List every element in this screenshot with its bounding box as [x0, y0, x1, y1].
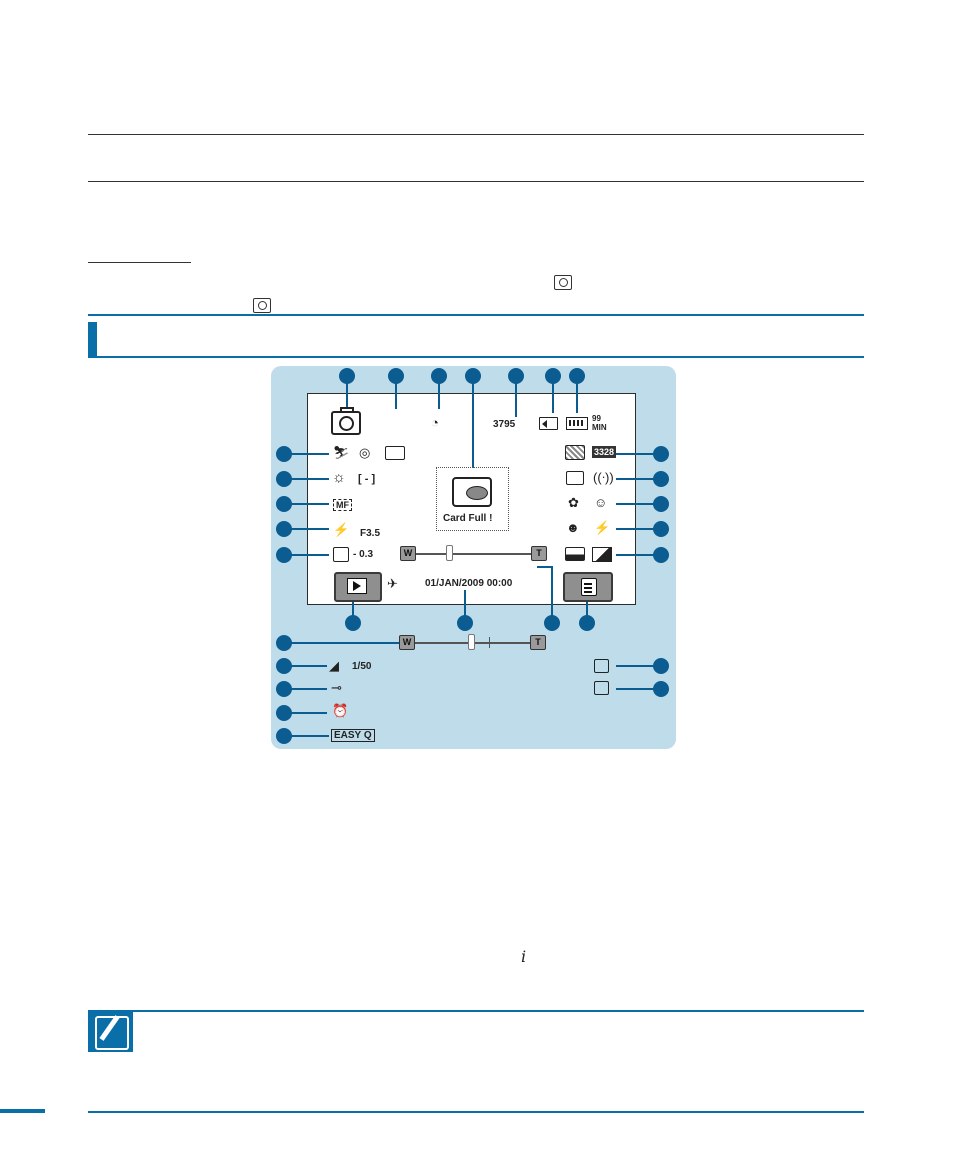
footer-accent-bar: [0, 1109, 45, 1113]
macro-icon: ✿: [568, 495, 579, 510]
shutter-speed: 1/50: [352, 661, 372, 672]
flash-mode-icon: ⚡: [594, 520, 611, 535]
play-button[interactable]: [334, 572, 382, 602]
callout-bubble: [653, 521, 669, 537]
callout-leader: [616, 554, 654, 556]
metering-label: [ - ]: [358, 473, 376, 485]
card-full-icon: [452, 477, 492, 507]
zoom-knob-large[interactable]: [468, 634, 475, 650]
top-rule-2: [88, 181, 864, 182]
callout-bubble: [579, 615, 595, 631]
callout-leader: [291, 642, 399, 644]
top-rule-1: [88, 134, 864, 135]
callout-bubble: [653, 446, 669, 462]
callout-leader: [291, 503, 329, 505]
callout-leader: [395, 383, 397, 409]
section-rule-top: [88, 314, 864, 316]
zoom-track: [416, 553, 531, 555]
battery-time-bottom: MIN: [592, 423, 607, 432]
zoom-wide-label: W: [400, 546, 416, 561]
self-timer-icon: ◔: [431, 415, 439, 430]
info-icon: i: [521, 947, 527, 966]
callout-leader: [291, 478, 329, 480]
datetime-display: 01/JAN/2009 00:00: [425, 578, 513, 589]
callout-bubble: [388, 368, 404, 384]
easy-q-label: EASY Q: [331, 729, 375, 742]
battery-icon: [566, 417, 588, 430]
callout-leader: [616, 503, 654, 505]
zoom-knob[interactable]: [446, 545, 453, 561]
callout-bubble: [544, 615, 560, 631]
callout-bubble: [276, 705, 292, 721]
callout-bubble: [653, 496, 669, 512]
exposure-icon: [333, 547, 349, 562]
note-rule: [88, 1010, 864, 1012]
sun-icon: ☼: [332, 469, 346, 486]
callout-leader: [438, 383, 440, 409]
note-pencil-icon: [88, 1011, 133, 1052]
camera-inline-icon-2: [253, 298, 271, 313]
wide-mode-icon: [565, 547, 585, 561]
callout-leader: [472, 383, 474, 468]
zoom-tele-label-large: T: [530, 635, 546, 650]
stabilizer-icon: ◎: [359, 445, 371, 460]
callout-leader: [551, 566, 553, 618]
callout-leader: [291, 665, 327, 667]
callout-bubble: [457, 615, 473, 631]
callout-leader: [616, 528, 654, 530]
footer-rule: [88, 1111, 864, 1113]
card-full-message: Card Full !: [443, 513, 493, 524]
resolution-badge: 3328: [594, 447, 615, 457]
camera-mode-icon: [331, 411, 361, 435]
callout-bubble: [276, 658, 292, 674]
sharpness-icon: [565, 445, 585, 460]
callout-leader: [616, 453, 654, 455]
callout-bubble: [508, 368, 524, 384]
callout-leader: [552, 383, 554, 413]
callout-bubble: [569, 368, 585, 384]
zoom-tele-label: T: [531, 546, 547, 561]
scene-icon: ⛷: [333, 445, 350, 460]
digital-effect-icon: [566, 471, 584, 485]
callout-leader: [616, 665, 654, 667]
callout-bubble: [653, 681, 669, 697]
callout-leader: [291, 453, 329, 455]
camera-inline-icon-1: [554, 275, 572, 290]
callout-bubble: [545, 368, 561, 384]
callout-leader: [291, 735, 329, 737]
focus-label: MF: [333, 499, 352, 511]
callout-bubble: [653, 547, 669, 563]
alarm-icon: ⏰: [332, 703, 349, 718]
aperture-value: F3.5: [360, 528, 381, 539]
callout-leader: [291, 688, 327, 690]
image-setting-icon: [594, 681, 609, 695]
callout-leader: [515, 383, 517, 417]
plane-icon: ✈: [387, 576, 398, 591]
callout-leader: [346, 383, 348, 407]
quality-icon: [385, 446, 405, 460]
callout-bubble: [276, 446, 292, 462]
callout-bubble: [465, 368, 481, 384]
callout-bubble: [276, 681, 292, 697]
flash-icon: ⚡: [333, 522, 350, 537]
callout-leader: [464, 590, 466, 618]
short-underline: [88, 262, 191, 263]
continuous-shot-icon: [594, 659, 609, 673]
callout-bubble: [276, 547, 292, 563]
callout-bubble: [276, 728, 292, 744]
callout-leader: [576, 383, 578, 413]
callout-bubble: [653, 658, 669, 674]
card-icon: [539, 417, 558, 430]
key-icon: ⊸: [331, 680, 342, 695]
callout-bubble: [345, 615, 361, 631]
anti-shake-icon: ((ᐧ)): [593, 470, 614, 485]
callout-bubble: [276, 635, 292, 651]
section-heading-marker: [88, 322, 97, 356]
contrast-icon: [592, 547, 612, 562]
callout-leader: [291, 528, 329, 530]
face-detection-icon: ☺: [594, 495, 608, 510]
callout-bubble: [431, 368, 447, 384]
shutter-icon: ◢: [329, 658, 339, 673]
battery-time-top: 99: [592, 414, 601, 423]
zoom-wide-label-large: W: [399, 635, 415, 650]
menu-button[interactable]: [563, 572, 613, 602]
callout-leader: [616, 688, 654, 690]
callout-leader: [616, 478, 654, 480]
callout-bubble: [653, 471, 669, 487]
callout-bubble: [276, 521, 292, 537]
exposure-value: - 0.3: [353, 549, 374, 560]
callout-bubble: [276, 496, 292, 512]
callout-leader: [291, 712, 327, 714]
section-rule-bottom: [88, 356, 864, 358]
callout-bubble: [276, 471, 292, 487]
photo-count: 3795: [493, 419, 516, 430]
zoom-track-marker: [489, 637, 490, 648]
callout-bubble: [339, 368, 355, 384]
back-light-icon: ☻: [566, 520, 580, 535]
callout-leader: [291, 554, 329, 556]
